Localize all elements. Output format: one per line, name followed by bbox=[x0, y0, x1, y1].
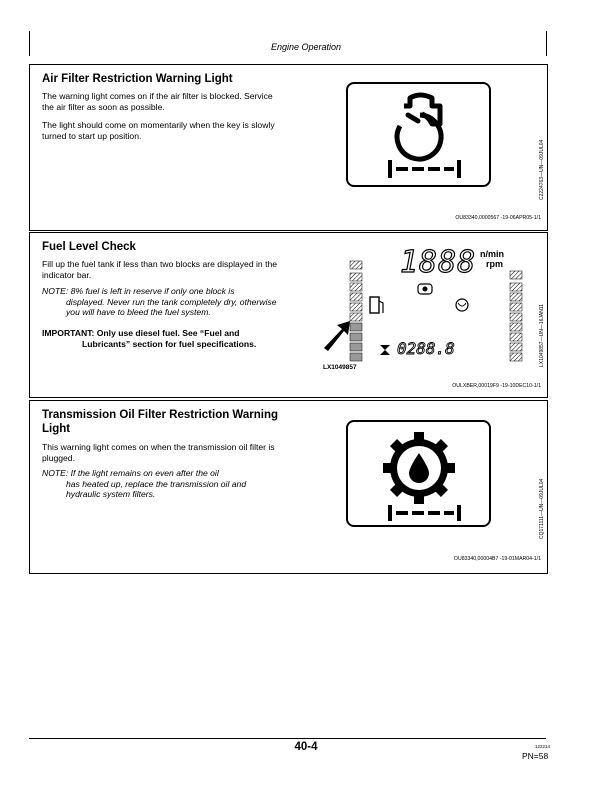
footer-code: 122214 bbox=[535, 744, 551, 749]
air-filter-warning-icon bbox=[348, 84, 489, 185]
important-continuation: Lubricants” section for fuel specifications. bbox=[82, 338, 257, 349]
transmission-filter-warning-figure bbox=[346, 420, 491, 527]
section-note bbox=[42, 468, 282, 500]
section-paragraph-1: The warning light comes on if the air filter is blocked. Service the air filter as soon as possible. bbox=[42, 91, 273, 112]
document-reference: OU83340,0000567 -19-06APR05-1/1 bbox=[455, 215, 541, 221]
note-continuation: has heated up, replace the transmission oil and hydraulic system filters. bbox=[66, 478, 247, 499]
figure-caption: LX1049857 bbox=[323, 364, 357, 371]
section-paragraph-1: This warning light comes on when the transmission oil filter is plugged. bbox=[42, 442, 275, 463]
footer-rule bbox=[29, 738, 546, 739]
air-filter-warning-figure bbox=[346, 82, 491, 187]
page-number: 40-4 bbox=[294, 741, 318, 753]
note-first-line: 8% fuel is left in reserve if only one block is bbox=[70, 286, 235, 296]
footer-pn: PN=58 bbox=[522, 751, 549, 761]
section-air-filter bbox=[29, 64, 548, 231]
hour-meter-digits: 0288.8 bbox=[397, 339, 455, 358]
figure-id: CQ171111—UN—09JUL04 bbox=[539, 478, 545, 539]
important-first-line: Only use diesel fuel. See “Fuel and bbox=[96, 328, 240, 338]
section-transmission-oil-filter bbox=[29, 400, 548, 574]
rpm-digits: 1888 bbox=[400, 245, 477, 280]
section-title: Air Filter Restriction Warning Light bbox=[42, 73, 233, 85]
document-reference: OU83340,00004B7 -19-01MAR04-1/1 bbox=[453, 556, 541, 562]
important-label: IMPORTANT: bbox=[42, 328, 95, 338]
section-paragraph-2: The light should come on momentarily when the key is slowly turned to start up position. bbox=[42, 120, 275, 141]
section-title-line-1: Transmission Oil Filter Restriction Warning bbox=[42, 409, 279, 421]
note-continuation: displayed. Never run the tank completely dry, otherwise you will have to bleed the fuel system. bbox=[66, 296, 277, 317]
note-label: NOTE: bbox=[42, 468, 69, 478]
section-important bbox=[42, 328, 292, 349]
section-title-line-2: Light bbox=[42, 423, 71, 435]
instrument-display-figure bbox=[322, 243, 532, 371]
section-paragraph-1: Fill up the fuel tank if less than two blocks are displayed in the indicator bar. bbox=[42, 259, 278, 280]
figure-id: C2224763—UN—09JUL04 bbox=[539, 139, 545, 200]
transmission-filter-icon bbox=[348, 422, 489, 525]
section-note bbox=[42, 286, 292, 318]
section-fuel-level bbox=[29, 232, 548, 398]
note-label: NOTE: bbox=[42, 286, 69, 296]
figure-id: LX1049857—UN—16JAN11 bbox=[539, 303, 545, 367]
rpm-unit-rpm: rpm bbox=[486, 259, 504, 269]
rpm-unit-nmin: n/min bbox=[480, 249, 504, 259]
note-first-line: If the light remains on even after the oil bbox=[70, 468, 219, 478]
section-title: Fuel Level Check bbox=[42, 241, 136, 253]
page-header-title: Engine Operation bbox=[270, 42, 342, 52]
document-reference: OULXBER,00019F9 -19-10DEC10-1/1 bbox=[452, 383, 541, 389]
